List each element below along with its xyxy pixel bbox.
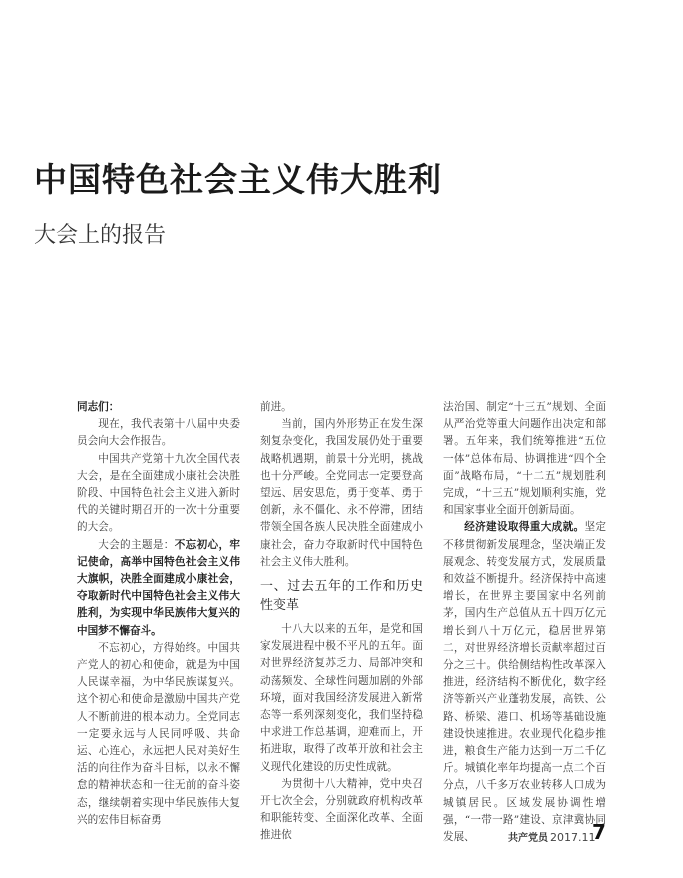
paragraph: 现在，我代表第十八届中央委员会向大会作报告。 bbox=[77, 418, 240, 448]
paragraph-bold-lead: 经济建设取得重大成就。 bbox=[464, 521, 585, 534]
theme-lead: 大会的主题是： bbox=[98, 538, 175, 551]
text-column-2 bbox=[260, 399, 423, 845]
paragraph: 中国共产党第十九次全国代表大会，是在全面建成小康社会决胜阶段、中国特色社会主义进入新时代的关键时期召开的一次十分重要的大会。 bbox=[77, 452, 240, 534]
page-footer bbox=[508, 826, 596, 845]
paragraph-continued: 法治国、制定“十三五”规划、全面从严治党等重大问题作出决定和部署。五年来，我们统筹推进“五位一体”总体布局、协调推进“四个全面”战略布局，“十二五”规划胜利完成，“十三五”规划顺利实施，党和国家事业全面开创新局面。 bbox=[443, 401, 606, 517]
paragraph bbox=[443, 519, 606, 846]
article-subtitle: 大会上的报告 bbox=[34, 223, 167, 248]
text-column-3 bbox=[443, 399, 606, 846]
paragraph: 十八大以来的五年，是党和国家发展进程中极不平凡的五年。面对世界经济复苏乏力、局部冲突和动荡频发、全球性问题加剧的外部环境，面对我国经济发展进入新常态等一系列深刻变化，我们坚持稳中求进工作总基调，迎难而上，开拓进取，取得了改革开放和社会主义现代化建设的历史性成就。 bbox=[260, 623, 423, 773]
paragraph-continued: 前进。 bbox=[260, 401, 292, 413]
theme-paragraph bbox=[77, 537, 240, 640]
paragraph: 不忘初心，方得始终。中国共产党人的初心和使命，就是为中国人民谋幸福，为中华民族谋复兴。这个初心和使命是激励中国共产党人不断前进的根本动力。全党同志一定要永远与人民同呼吸、共命运、心连心，永远把人民对美好生活的向往作为奋斗目标，以永不懈怠的精神状态和一往无前的奋斗姿态，继续朝着实现中华民族伟大复兴的宏伟目标奋勇 bbox=[77, 641, 240, 826]
issue-date: 2017.11 bbox=[550, 831, 596, 844]
paragraph: 当前，国内外形势正在发生深刻复杂变化，我国发展仍处于重要战略机遇期，前景十分光明，挑战也十分严峻。全党同志一定要登高望远、居安思危，勇于变革、勇于创新，永不僵化、永不停滞，团结带领全国各族人民决胜全面建成小康社会，奋力夺取新时代中国特色社会主义伟大胜利。 bbox=[260, 418, 423, 568]
paragraph-text: 坚定不移贯彻新发展理念，坚决端正发展观念、转变发展方式，发展质量和效益不断提升。经济保持中高速增长，在世界主要国家中名列前茅，国内生产总值从五十四万亿元增长到八十万亿元，稳居世界第二，对世界经济增长贡献率超过百分之三十。供给侧结构性改革深入推进，经济结构不断优化，数字经济等新兴产业蓬勃发展，高铁、公路、桥梁、港口、机场等基础设施建设快速推进。农业现代化稳步推进，粮食生产能力达到一万二千亿斤。城镇化率年均提高一点二个百分点，八千多万农业转移人口成为城镇居民。区域发展协调性增强，“一带一路”建设、京津冀协同发展、 bbox=[443, 521, 607, 844]
publication-logo: 共产党员 bbox=[508, 833, 548, 844]
theme-statement: 不忘初心，牢记使命，高举中国特色社会主义伟大旗帜，决胜全面建成小康社会，夺取新时代中国特色社会主义伟大胜利，为实现中华民族伟大复兴的中国梦不懈奋斗。 bbox=[77, 538, 241, 637]
article-title: 中国特色社会主义伟大胜利 bbox=[34, 160, 442, 199]
section-heading: 一、过去五年的工作和历史性变革 bbox=[260, 579, 423, 614]
salutation: 同志们： bbox=[77, 401, 120, 413]
page-number: 7 bbox=[592, 820, 606, 844]
text-column-1 bbox=[77, 399, 240, 829]
paragraph: 为贯彻十八大精神，党中央召开七次全会，分别就政府机构改革和职能转变、全面深化改革、全面推进依 bbox=[260, 777, 423, 842]
